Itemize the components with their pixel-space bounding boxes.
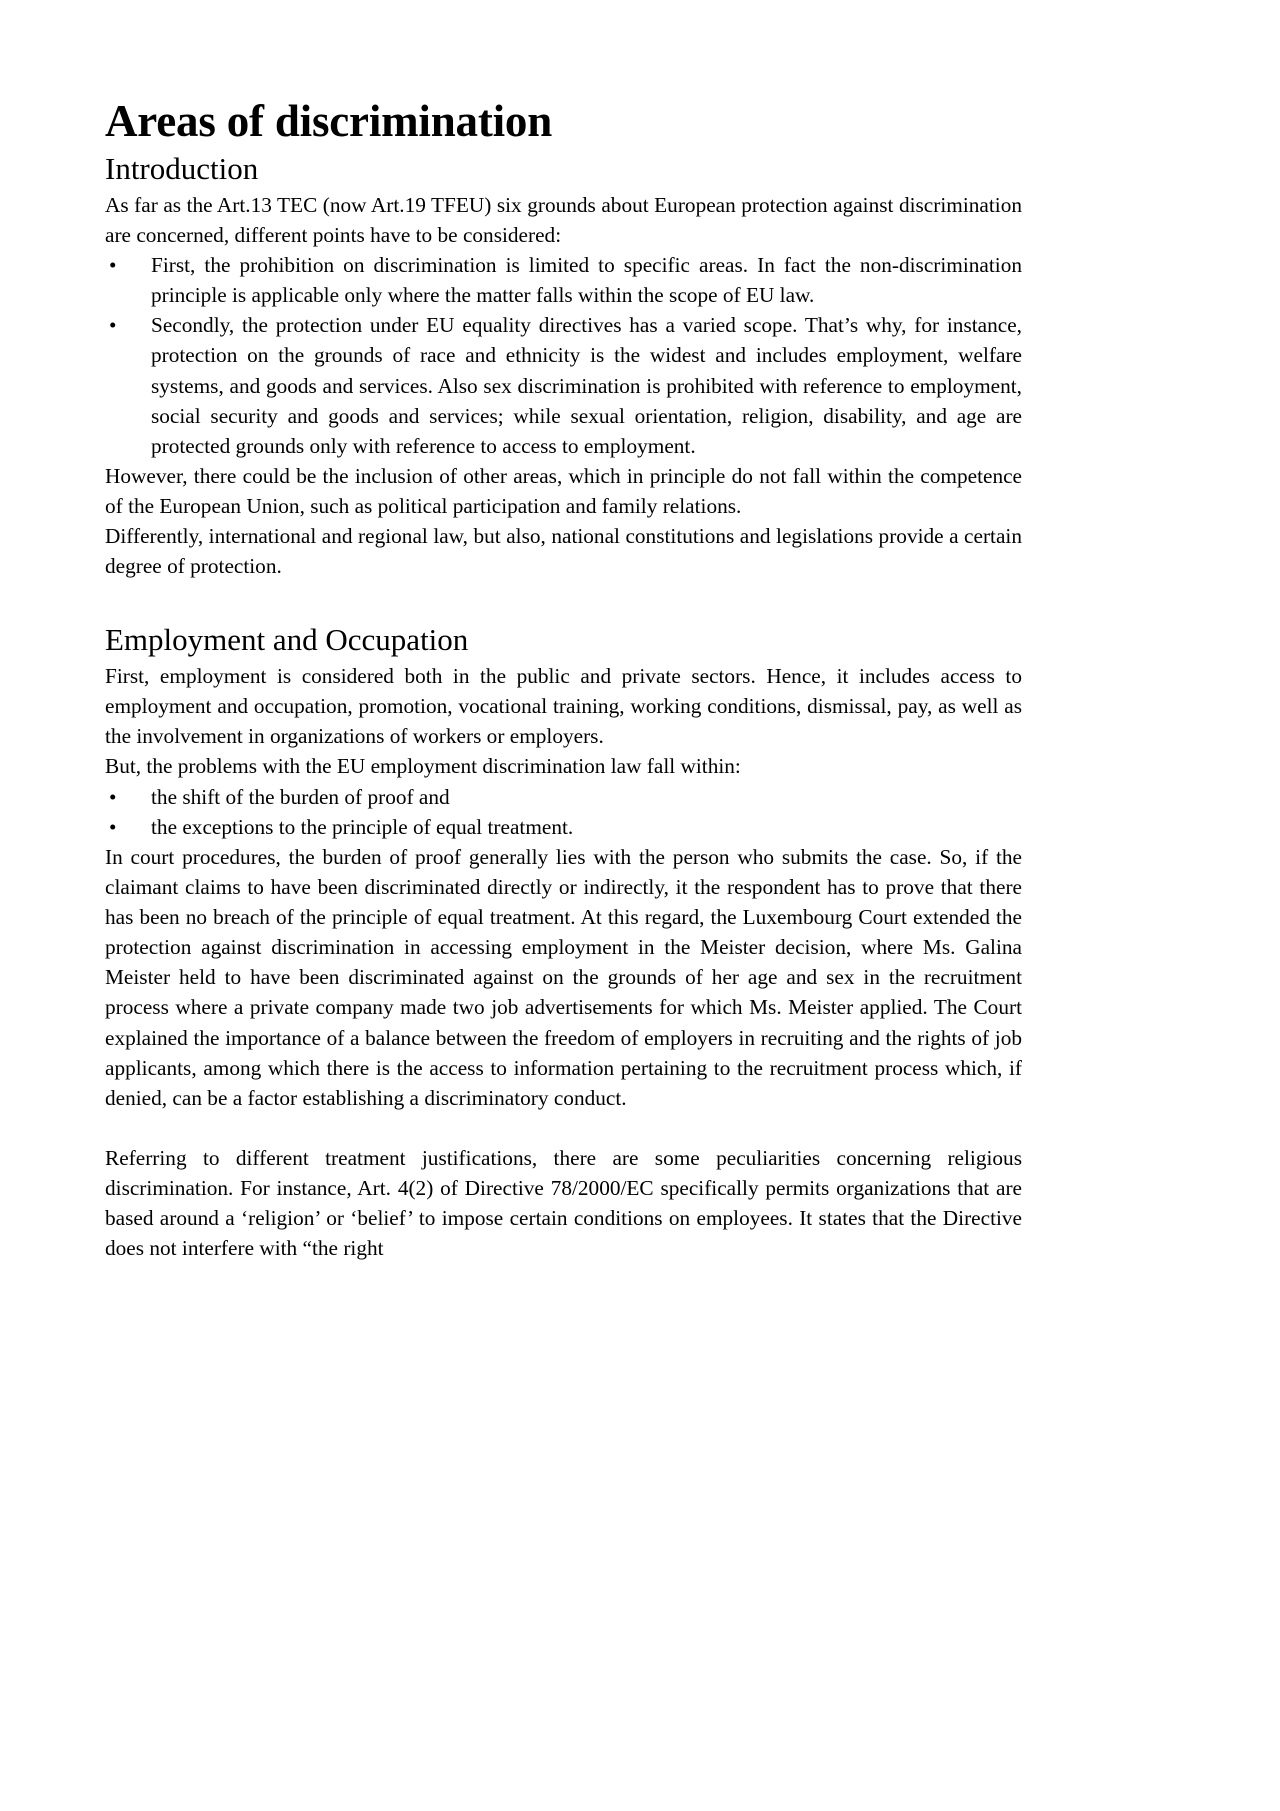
bullet-dot-icon: • xyxy=(109,253,117,278)
employment-paragraph-religious-discrimination: Referring to different treatment justifications, there are some peculiarities concerning religious discrimination. For instance, Art. 4(2) of Directive 78/2000/EC specifically permits organizations that are based around a ‘religion’ or ‘belief’ to impose certain conditions on employees. It states that the Directive does not interfere with “the right xyxy=(105,1145,1022,1261)
list-item xyxy=(105,782,1022,812)
list-item-text: Secondly, the protection under EU equality directives has a varied scope. That’s why, for instance, protection on the grounds of race and ethnicity is the widest and includes employment, welfare systems, and goods and services. Also sex discrimination is prohibited with reference to employment, social security and goods and services; while sexual orientation, religion, disability, and age are protected grounds only with reference to access to employment. xyxy=(151,313,1022,458)
page-title: Areas of discrimination xyxy=(105,96,553,146)
bullet-dot-icon: • xyxy=(109,814,117,839)
list-item-text: the exceptions to the principle of equal treatment. xyxy=(151,814,574,839)
section-heading-employment-and-occupation: Employment and Occupation xyxy=(105,622,469,658)
list-item-text: First, the prohibition on discrimination is limited to specific areas. In fact the non-discrimination principle is applicable only where the matter falls within the scope of EU law. xyxy=(151,253,1022,308)
introduction-intro-paragraph: As far as the Art.13 TEC (now Art.19 TFEU) six grounds about European protection against discrimination are concerned, different points have to be considered: xyxy=(105,192,1022,247)
introduction-paragraph-however: However, there could be the inclusion of other areas, which in principle do not fall within the competence of the European Union, such as political participation and family relations. xyxy=(105,463,1022,519)
employment-bullet-list xyxy=(105,782,1022,842)
bullet-dot-icon: • xyxy=(109,313,117,338)
list-item-text: the shift of the burden of proof and xyxy=(151,784,450,809)
list-item xyxy=(105,812,1022,842)
employment-paragraph-burden-of-proof: In court procedures, the burden of proof generally lies with the person who submits the case. So, if the claimant claims to have been discriminated directly or indirectly, it the respondent has to prove that there has been no breach of the principle of equal treatment. At this regard, the Luxembourg Court extended the protection against discrimination in accessing employment in the Meister decision, where Ms. Galina Meister held to have been discriminated against on the grounds of her age and sex in the recruitment process where a private company made two job advertisements for which Ms. Meister applied. The Court explained the importance of a balance between the freedom of employers in recruiting and the rights of job applicants, among which there is the access to information pertaining to the recruitment process which, if denied, can be a factor establishing a discriminatory conduct. xyxy=(105,844,1022,1110)
bullet-dot-icon: • xyxy=(109,784,117,809)
paragraph-spacer xyxy=(105,1113,1022,1143)
employment-intro-paragraph: First, employment is considered both in the public and private sectors. Hence, it includes access to employment and occupation, promotion, vocational training, working conditions, dismissal, pay, as well as the involvement in organizations of workers or employers. xyxy=(105,664,1022,749)
list-item xyxy=(105,310,1022,461)
introduction-paragraph-differently: Differently, international and regional law, but also, national constitutions and legislations provide a certain degree of protection. xyxy=(105,524,1022,579)
section-heading-introduction: Introduction xyxy=(105,151,259,187)
introduction-bullet-list xyxy=(105,250,1022,461)
employment-lead-in-text: But, the problems with the EU employment discrimination law fall within: xyxy=(105,754,741,779)
list-item xyxy=(105,250,1022,310)
